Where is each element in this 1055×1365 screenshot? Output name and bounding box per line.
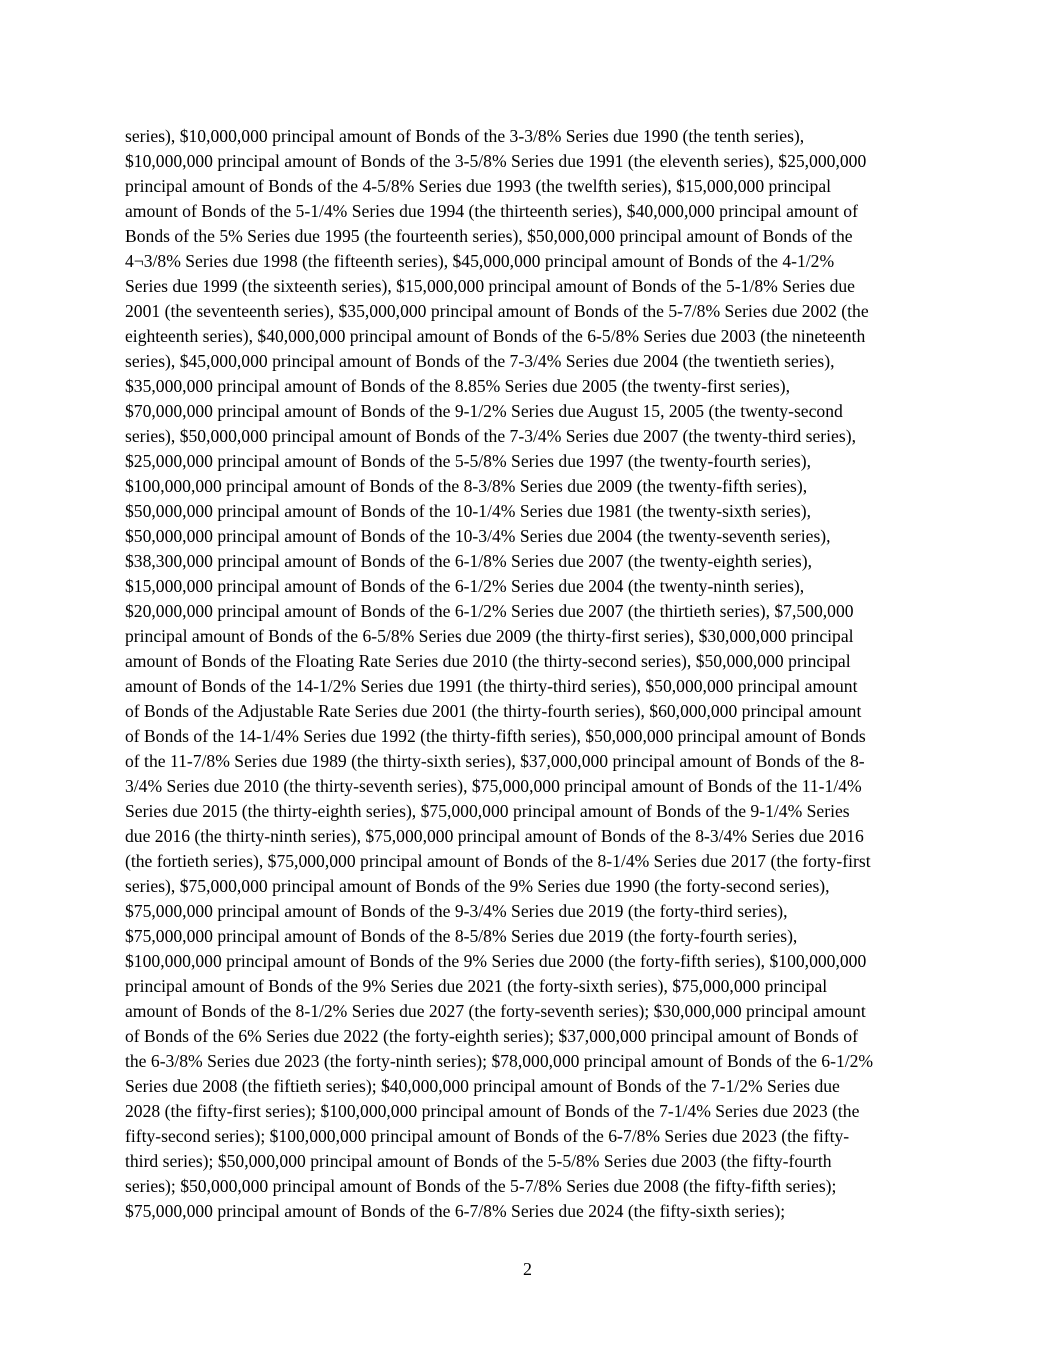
text-line: third series); $50,000,000 principal amount of Bonds of the 5-5/8% Series due 2003 (the fifty-fourth <box>125 1151 832 1171</box>
text-line: Series due 2015 (the thirty-eighth series), $75,000,000 principal amount of Bonds of the 9-1/4% Series <box>125 801 850 821</box>
text-line: series), $50,000,000 principal amount of Bonds of the 7-3/4% Series due 2007 (the twenty-third series), <box>125 426 856 446</box>
text-line: 2001 (the seventeenth series), $35,000,000 principal amount of Bonds of the 5-7/8% Series due 2002 (the <box>125 301 869 321</box>
text-line: series), $45,000,000 principal amount of Bonds of the 7-3/4% Series due 2004 (the twentieth series), <box>125 351 835 371</box>
text-line: $50,000,000 principal amount of Bonds of the 10-3/4% Series due 2004 (the twenty-seventh series), <box>125 526 831 546</box>
text-line: amount of Bonds of the Floating Rate Series due 2010 (the thirty-second series), $50,000,000 principal <box>125 651 851 671</box>
text-line: Bonds of the 5% Series due 1995 (the fourteenth series), $50,000,000 principal amount of Bonds of the <box>125 226 853 246</box>
text-line: 3/4% Series due 2010 (the thirty-seventh series), $75,000,000 principal amount of Bonds of the 11-1/4% <box>125 776 862 796</box>
text-line: $75,000,000 principal amount of Bonds of the 9-3/4% Series due 2019 (the forty-third series), <box>125 901 788 921</box>
text-line: amount of Bonds of the 14-1/2% Series due 1991 (the thirty-third series), $50,000,000 principal amount <box>125 676 858 696</box>
text-line: Series due 1999 (the sixteenth series), $15,000,000 principal amount of Bonds of the 5-1/8% Series due <box>125 276 855 296</box>
text-line: the 6-3/8% Series due 2023 (the forty-ninth series); $78,000,000 principal amount of Bonds of the 6-1/2% <box>125 1051 874 1071</box>
text-line: series), $10,000,000 principal amount of Bonds of the 3-3/8% Series due 1990 (the tenth series), <box>125 126 805 146</box>
text-line: principal amount of Bonds of the 9% Series due 2021 (the forty-sixth series), $75,000,000 principal <box>125 976 828 996</box>
text-line: due 2016 (the thirty-ninth series), $75,000,000 principal amount of Bonds of the 8-3/4% Series due 2016 <box>125 826 864 846</box>
text-line: fifty-second series); $100,000,000 principal amount of Bonds of the 6-7/8% Series due 2023 (the fifty- <box>125 1126 850 1146</box>
text-line: eighteenth series), $40,000,000 principal amount of Bonds of the 6-5/8% Series due 2003 (the nineteenth <box>125 326 866 346</box>
text-line: of the 11-7/8% Series due 1989 (the thirty-sixth series), $37,000,000 principal amount of Bonds of the 8- <box>125 751 865 771</box>
text-line: principal amount of Bonds of the 6-5/8% Series due 2009 (the thirty-first series), $30,000,000 principal <box>125 626 854 646</box>
text-line: $38,300,000 principal amount of Bonds of the 6-1/8% Series due 2007 (the twenty-eighth series), <box>125 551 812 571</box>
text-line: $35,000,000 principal amount of Bonds of the 8.85% Series due 2005 (the twenty-first series), <box>125 376 791 396</box>
text-line: amount of Bonds of the 5-1/4% Series due 1994 (the thirteenth series), $40,000,000 principal amount of <box>125 201 858 221</box>
text-line: 4¬3/8% Series due 1998 (the fifteenth series), $45,000,000 principal amount of Bonds of the 4-1/2% <box>125 251 835 271</box>
text-line: of Bonds of the Adjustable Rate Series due 2001 (the thirty-fourth series), $60,000,000 principal amount <box>125 701 862 721</box>
text-line: amount of Bonds of the 8-1/2% Series due 2027 (the forty-seventh series); $30,000,000 principal amount <box>125 1001 866 1021</box>
text-line: $20,000,000 principal amount of Bonds of the 6-1/2% Series due 2007 (the thirtieth series), $7,500,000 <box>125 601 854 621</box>
text-line: $75,000,000 principal amount of Bonds of the 6-7/8% Series due 2024 (the fifty-sixth series); <box>125 1201 786 1221</box>
page-number: 2 <box>523 1259 532 1279</box>
text-line: (the fortieth series), $75,000,000 principal amount of Bonds of the 8-1/4% Series due 2017 (the forty-first <box>125 851 871 871</box>
text-line: $100,000,000 principal amount of Bonds of the 9% Series due 2000 (the forty-fifth series), $100,000,000 <box>125 951 867 971</box>
text-line: $75,000,000 principal amount of Bonds of the 8-5/8% Series due 2019 (the forty-fourth series), <box>125 926 798 946</box>
text-line: $50,000,000 principal amount of Bonds of the 10-1/4% Series due 1981 (the twenty-sixth series), <box>125 501 812 521</box>
text-line: $10,000,000 principal amount of Bonds of the 3-5/8% Series due 1991 (the eleventh series), $25,000,000 <box>125 151 867 171</box>
text-line: of Bonds of the 6% Series due 2022 (the forty-eighth series); $37,000,000 principal amount of Bonds of <box>125 1026 858 1046</box>
text-line: $15,000,000 principal amount of Bonds of the 6-1/2% Series due 2004 (the twenty-ninth series), <box>125 576 805 596</box>
text-line: $70,000,000 principal amount of Bonds of the 9-1/2% Series due August 15, 2005 (the twenty-second <box>125 401 843 421</box>
text-line: Series due 2008 (the fiftieth series); $40,000,000 principal amount of Bonds of the 7-1/2% Series due <box>125 1076 840 1096</box>
text-line: series), $75,000,000 principal amount of Bonds of the 9% Series due 1990 (the forty-second series), <box>125 876 830 896</box>
text-line: series); $50,000,000 principal amount of Bonds of the 5-7/8% Series due 2008 (the fifty-fifth series); <box>125 1176 837 1196</box>
body-paragraph <box>125 124 940 1224</box>
text-line: 2028 (the fifty-first series); $100,000,000 principal amount of Bonds of the 7-1/4% Series due 2023 (the <box>125 1101 860 1121</box>
text-line: $25,000,000 principal amount of Bonds of the 5-5/8% Series due 1997 (the twenty-fourth series), <box>125 451 812 471</box>
text-line: principal amount of Bonds of the 4-5/8% Series due 1993 (the twelfth series), $15,000,000 principal <box>125 176 832 196</box>
text-line: $100,000,000 principal amount of Bonds of the 8-3/8% Series due 2009 (the twenty-fifth series), <box>125 476 808 496</box>
text-line: of Bonds of the 14-1/4% Series due 1992 (the thirty-fifth series), $50,000,000 principal amount of Bonds <box>125 726 866 746</box>
